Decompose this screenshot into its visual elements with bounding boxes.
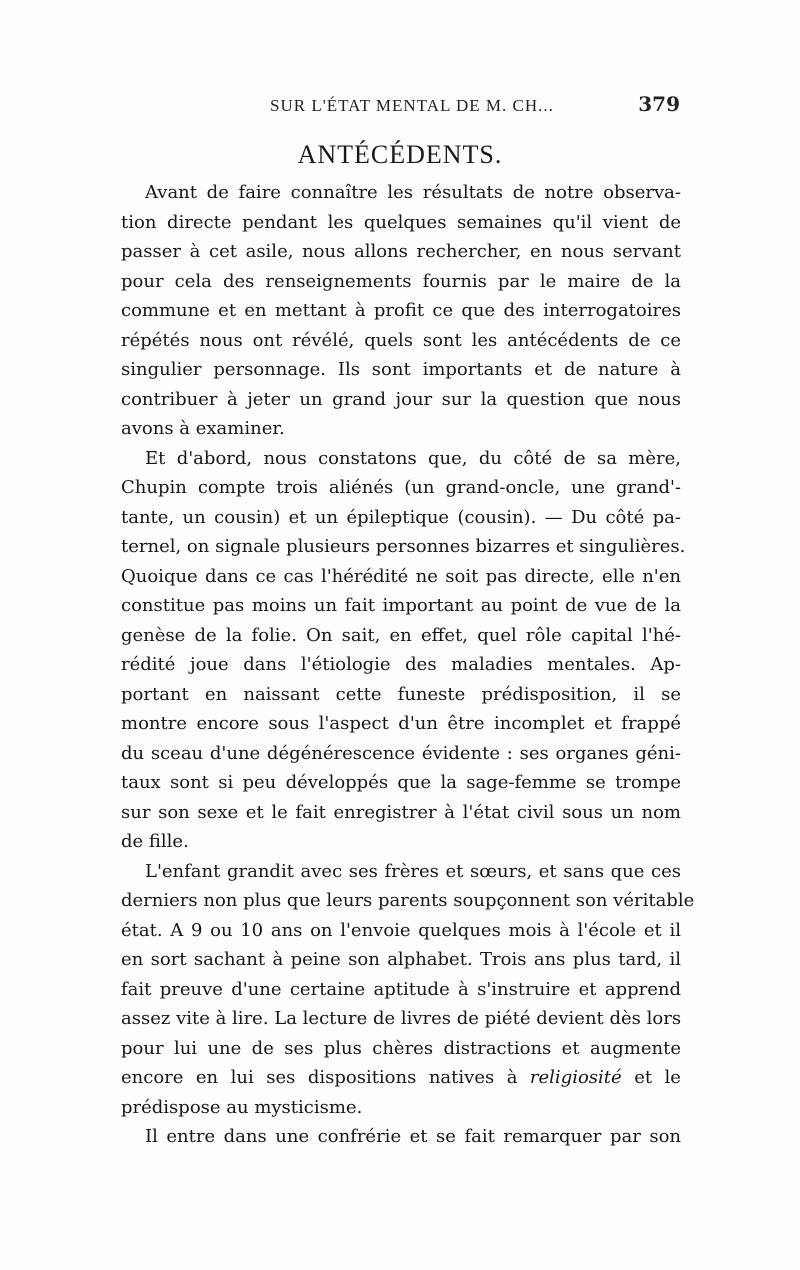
- body-text: [121, 178, 695, 1152]
- page-number: 379: [638, 92, 680, 116]
- text-line: avons à examiner.: [121, 418, 285, 439]
- text-line: en sort sachant à peine son alphabet. Trois ans plus tard, il: [121, 949, 681, 970]
- text-line: contribuer à jeter un grand jour sur la question que nous: [121, 388, 681, 410]
- text-segment: et le: [634, 1067, 681, 1088]
- text-line-with-italic: [121, 1063, 681, 1093]
- text-line: commune et en mettant à profit ce que des interrogatoires: [121, 300, 681, 321]
- text-line: état. A 9 ou 10 ans on l'envoie quelques mois à l'école et il: [121, 919, 681, 941]
- text-line: Chupin compte trois aliénés (un grand-oncle, une grand'-: [121, 477, 681, 498]
- running-title: SUR L'ÉTAT MENTAL DE M. CH...: [270, 96, 554, 115]
- text-line: tion directe pendant les quelques semaines qu'il vient de: [121, 211, 681, 233]
- running-head: [120, 92, 680, 122]
- text-line: pour lui une de ses plus chères distractions et augmente: [121, 1037, 681, 1059]
- text-line: singulier personnage. Ils sont importants et de nature à: [121, 359, 681, 380]
- text-line: L'enfant grandit avec ses frères et sœurs, et sans que ces: [145, 860, 681, 882]
- text-line: assez vite à lire. La lecture de livres de piété devient dès lors: [121, 1008, 682, 1029]
- text-line: prédispose au mysticisme.: [121, 1096, 363, 1118]
- text-line: genèse de la folie. On sait, en effet, quel rôle capital l'hé-: [121, 624, 681, 646]
- text-line: passer à cet asile, nous allons rechercher, en nous servant: [121, 241, 681, 262]
- text-line: ternel, on signale plusieurs personnes bizarres et singulières.: [121, 536, 686, 557]
- text-segment: encore en lui ses dispositions natives à: [121, 1067, 518, 1088]
- text-line: Il entre dans une confrérie et se fait remarquer par son: [145, 1126, 681, 1147]
- text-line: Avant de faire connaître les résultats de notre observa-: [145, 182, 681, 203]
- text-line: taux sont si peu développés que la sage-femme se trompe: [121, 772, 681, 793]
- text-line: Quoique dans ce cas l'hérédité ne soit pas directe, elle n'en: [121, 565, 681, 587]
- text-line: rédité joue dans l'étiologie des maladies mentales. Ap-: [121, 654, 681, 675]
- text-line: fait preuve d'une certaine aptitude à s'instruire et apprend: [121, 978, 681, 1000]
- text-line: Et d'abord, nous constatons que, du côté de sa mère,: [145, 447, 681, 469]
- section-title: ANTÉCÉDENTS.: [297, 140, 503, 169]
- text-line: pour cela des renseignements fournis par le maire de la: [121, 270, 681, 292]
- text-line: derniers non plus que leurs parents soupçonnent son véritable: [121, 890, 695, 911]
- text-line: constitue pas moins un fait important au point de vue de la: [121, 595, 681, 616]
- text-line: montre encore sous l'aspect d'un être incomplet et frappé: [121, 713, 681, 734]
- text-line: répétés nous ont révélé, quels sont les antécédents de ce: [121, 329, 681, 351]
- text-line: du sceau d'une dégénérescence évidente : ses organes géni-: [121, 742, 681, 764]
- text-line: tante, un cousin) et un épileptique (cousin). — Du côté pa-: [121, 506, 681, 528]
- text-line: portant en naissant cette funeste prédisposition, il se: [121, 683, 681, 705]
- text-line: sur son sexe et le fait enregistrer à l'état civil sous un nom: [121, 801, 681, 823]
- text-line: de fille.: [121, 831, 189, 852]
- italic-word: religiosité: [529, 1067, 622, 1088]
